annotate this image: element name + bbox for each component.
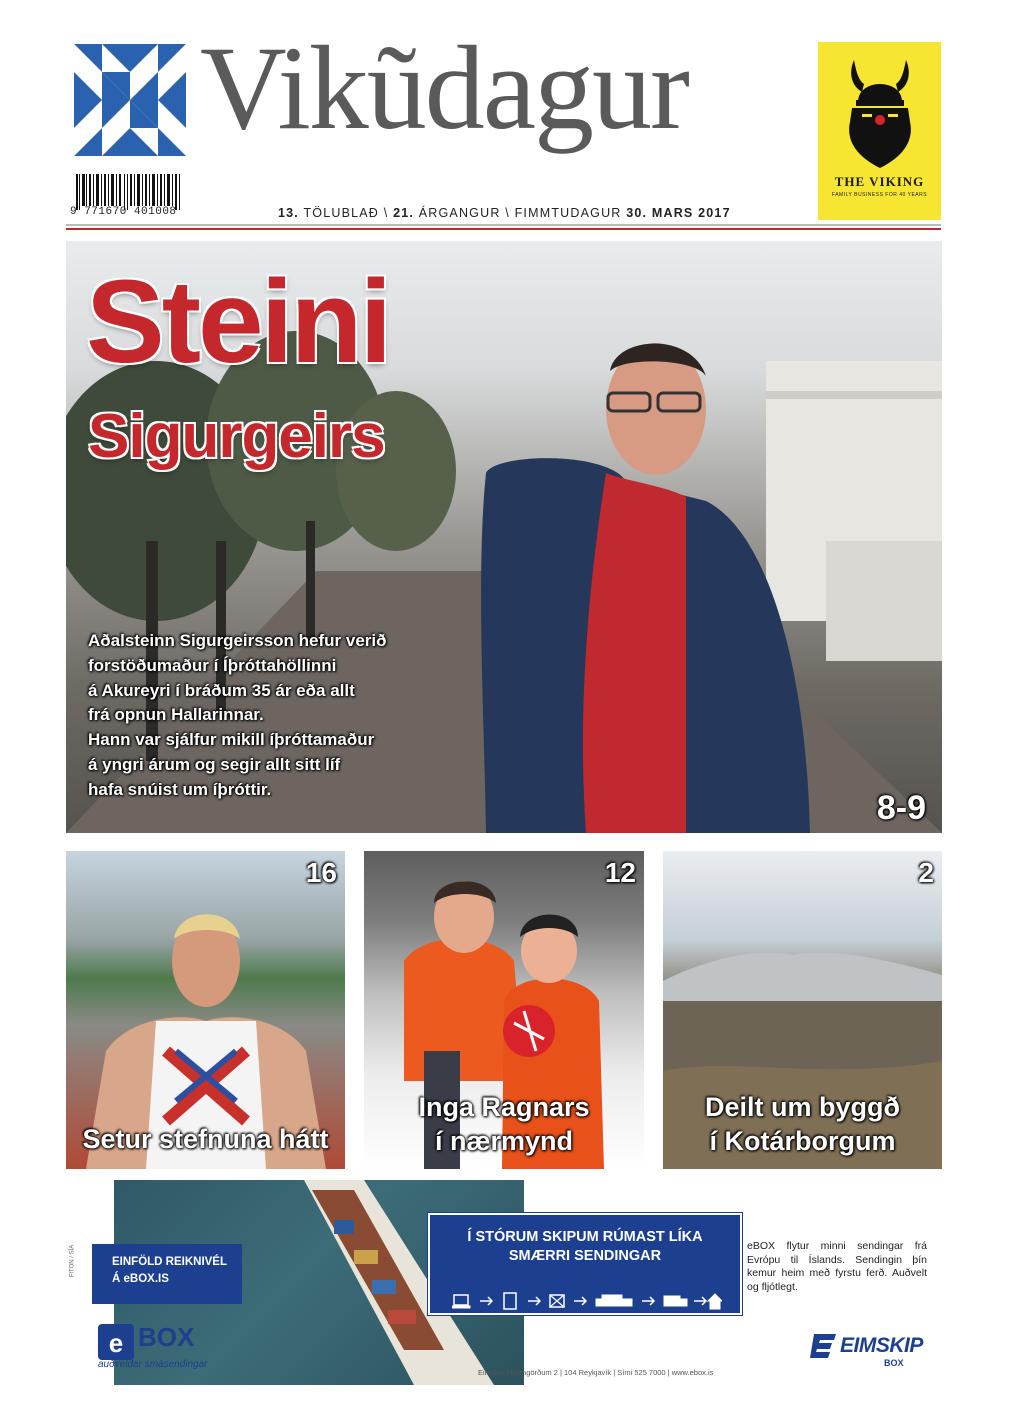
- ad-headline-line: SMÆRRI SENDINGAR: [508, 1247, 662, 1264]
- cover-blurb-line: á Akureyri í bráðum 35 ár eða allt: [88, 680, 355, 700]
- volume-label: ÁRGANGUR \ FIMMTUDAGUR: [418, 206, 627, 220]
- teaser-title-line: Deilt um byggð: [705, 1092, 900, 1122]
- calculator-promo-box[interactable]: [92, 1244, 242, 1304]
- volume-number: 21.: [393, 206, 415, 220]
- cover-blurb-line: hafa snúist um íþróttir.: [88, 779, 272, 799]
- divider: [66, 224, 941, 226]
- cover-headline: Steini: [86, 256, 390, 388]
- eimskip-e-icon: [810, 1334, 836, 1358]
- ebox-logo-text: BOX: [138, 1322, 195, 1352]
- ad-headline-box: [428, 1213, 742, 1315]
- cover-page-number: 8-9: [876, 789, 926, 827]
- issue-label: TÖLUBLAÐ \: [303, 206, 394, 220]
- process-icons: [452, 1291, 722, 1311]
- ad-copy: eBOX flytur minni sendingar frá Evrópu til Íslands. Sendingin þín kemur heim með fyrstu ferð. Auðvelt og fljótlegt.: [747, 1240, 927, 1293]
- masthead-title: Vikũdagur: [200, 21, 689, 154]
- ebox-ad[interactable]: [66, 1180, 942, 1385]
- teaser-page-number: 12: [604, 857, 636, 888]
- teaser-title-line: í Kotárborgum: [709, 1125, 896, 1156]
- viking-brand-name: THE VIKING: [834, 174, 925, 189]
- teaser-profile[interactable]: [364, 851, 644, 1169]
- cover-subheadline: Sigurgeirs: [88, 402, 385, 471]
- ad-headline: [430, 1228, 740, 1266]
- viking-tagline: FAMILY BUSINESS FOR 40 YEARS: [831, 192, 928, 198]
- issue-number: 13.: [278, 206, 299, 220]
- eimskip-sub: BOX: [884, 1358, 904, 1368]
- viking-head-icon: [834, 52, 926, 170]
- cover-blurb-line: forstöðumaður í Íþróttahöllinni: [88, 655, 337, 675]
- teaser-photo: [66, 851, 345, 1169]
- teaser-title-line: Setur stefnuna hátt: [82, 1124, 329, 1154]
- teaser-title: [663, 1091, 942, 1159]
- eimskip-logo: [810, 1334, 950, 1370]
- newspaper-star-logo-icon: [74, 44, 186, 156]
- divider: [66, 228, 941, 230]
- issue-date: 30. MARS 2017: [626, 206, 731, 220]
- cover-blurb-line: á yngri árum og segir allt sitt líf: [88, 755, 341, 775]
- ad-credit: FITON / SÍA: [69, 1244, 76, 1278]
- teaser-title: [364, 1091, 644, 1159]
- cover-blurb-line: Hann var sjálfur mikill íþróttamaður: [88, 730, 375, 750]
- teaser-page-number: 16: [305, 857, 337, 888]
- ebox-tagline: auðveldar smásendingar: [98, 1359, 208, 1370]
- ad-headline-line: Í STÓRUM SKIPUM RÚMAST LÍKA: [467, 1229, 703, 1245]
- issue-line: [278, 206, 731, 220]
- promo-line: Á eBOX.IS: [112, 1272, 169, 1285]
- cover-blurb-line: Aðalsteinn Sigurgeirsson hefur verið: [88, 631, 387, 650]
- cover-blurb: [88, 629, 508, 803]
- promo-line: EINFÖLD REIKNIVÉL: [112, 1256, 228, 1268]
- teaser-sport[interactable]: [66, 851, 345, 1169]
- barcode-number: 9 771670 401008: [70, 206, 177, 218]
- teaser-local[interactable]: [663, 851, 942, 1169]
- teaser-title-line: í nærmynd: [434, 1125, 574, 1156]
- eimskip-name: EIMSKIP: [840, 1334, 923, 1357]
- cover-blurb-line: frá opnun Hallarinnar.: [88, 705, 264, 725]
- teaser-title-line: Inga Ragnars: [418, 1092, 590, 1122]
- svg-text:e: e: [108, 1328, 124, 1358]
- teaser-page-number: 2: [918, 857, 934, 888]
- ad-footer: Eimskip | Korngörðum 2 | 104 Reykjavík | Sími 525 7000 | www.ebox.is: [478, 1368, 714, 1377]
- cover-story[interactable]: [66, 241, 942, 833]
- viking-ad[interactable]: [818, 42, 941, 220]
- teaser-title: [66, 1123, 345, 1157]
